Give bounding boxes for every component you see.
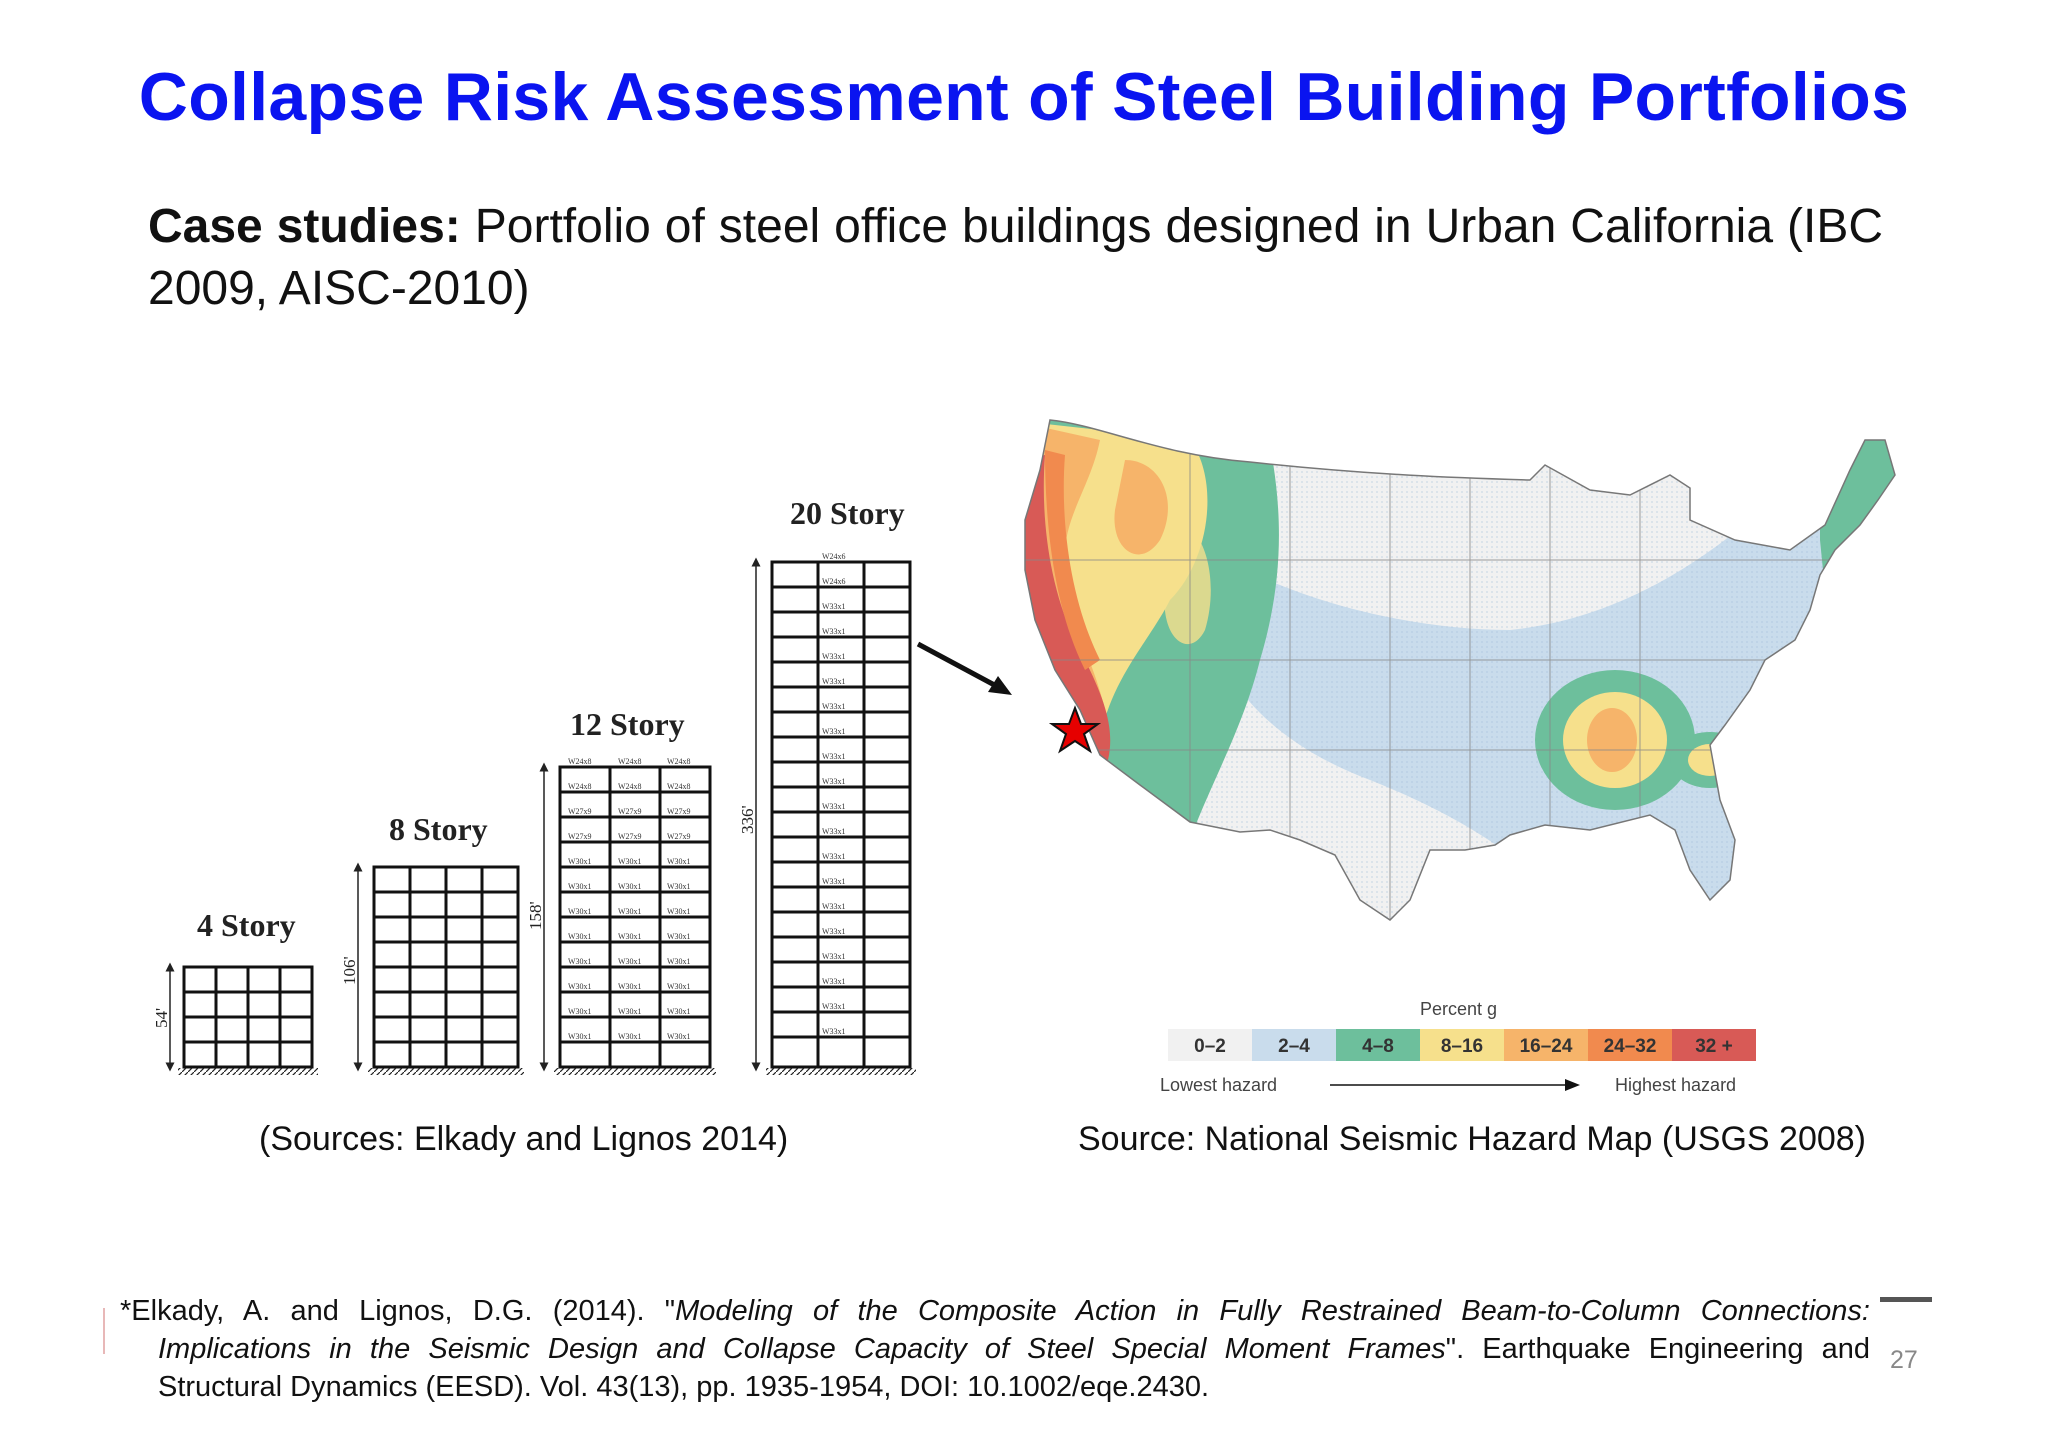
label-8-story: 8 Story xyxy=(389,811,488,847)
section-label: W30x1 xyxy=(618,932,642,941)
section-label: W30x1 xyxy=(618,882,642,891)
section-label: W30x1 xyxy=(568,857,592,866)
section-label: W33x1 xyxy=(822,1027,846,1036)
section-label: W30x1 xyxy=(568,1032,592,1041)
section-label: W30x1 xyxy=(568,982,592,991)
page-number: 27 xyxy=(1890,1346,1918,1374)
section-label: W27x9 xyxy=(618,807,642,816)
reference-line-3: Structural Dynamics (EESD). Vol. 43(13), pp. 1935-1954, DOI: 10.1002/eqe.2430. xyxy=(158,1371,1210,1403)
legend-highest-label: Highest hazard xyxy=(1615,1075,1737,1095)
case-studies-label: Case studies: xyxy=(148,200,461,253)
legend-title: Percent g xyxy=(1420,999,1498,1019)
section-label: W30x1 xyxy=(618,1007,642,1016)
legend-bin-label: 32 + xyxy=(1695,1036,1733,1057)
reference-title-part2: Implications in the Seismic Design and Collapse Capacity of Steel Special Moment Frames xyxy=(158,1333,1446,1365)
section-label: W24x6 xyxy=(822,552,846,561)
slide-title: Collapse Risk Assessment of Steel Building Portfolios xyxy=(138,59,1910,135)
section-label: W33x1 xyxy=(822,727,846,736)
section-label: W30x1 xyxy=(568,907,592,916)
section-label: W33x1 xyxy=(822,652,846,661)
section-label: W30x1 xyxy=(667,1032,691,1041)
section-label: W24x8 xyxy=(667,757,691,766)
section-label: W30x1 xyxy=(618,957,642,966)
reference-journal: ". Earthquake Engineering and xyxy=(1445,1333,1871,1365)
section-label: W24x8 xyxy=(568,757,592,766)
case-studies-body: Portfolio of steel office buildings designed in Urban California (IBC 2009, AISC-2010) xyxy=(148,200,1884,315)
source-left: (Sources: Elkady and Lignos 2014) xyxy=(259,1120,789,1158)
section-label: W33x1 xyxy=(822,802,846,811)
section-label: W30x1 xyxy=(618,907,642,916)
section-label: W30x1 xyxy=(667,857,691,866)
reference-title-part1: Modeling of the Composite Action in Fully Restrained Beam-to-Column Connections: xyxy=(675,1295,1870,1327)
section-label: W33x1 xyxy=(822,877,846,886)
section-label: W33x1 xyxy=(822,977,846,986)
frame-8-story xyxy=(340,811,524,1075)
reference-line-2 xyxy=(120,1330,1870,1368)
section-label: W27x9 xyxy=(618,832,642,841)
legend-arrowhead xyxy=(1565,1079,1580,1091)
section-label: W30x1 xyxy=(667,907,691,916)
building-frames-figure xyxy=(152,490,930,1090)
reference-line-1 xyxy=(120,1292,1870,1330)
section-label: W30x1 xyxy=(667,957,691,966)
section-label: W30x1 xyxy=(667,932,691,941)
section-label: W33x1 xyxy=(822,777,846,786)
reference-authors: *Elkady, A. and Lignos, D.G. (2014). " xyxy=(120,1295,676,1327)
section-label: W27x9 xyxy=(667,807,691,816)
legend-bin-label: 4–8 xyxy=(1362,1036,1394,1057)
section-label: W33x1 xyxy=(822,677,846,686)
section-label: W24x8 xyxy=(667,782,691,791)
section-label: W30x1 xyxy=(667,882,691,891)
section-label: W33x1 xyxy=(822,602,846,611)
legend-lowest-label: Lowest hazard xyxy=(1160,1075,1278,1095)
section-label: W27x9 xyxy=(568,832,592,841)
section-label: W33x1 xyxy=(822,952,846,961)
section-label: W33x1 xyxy=(822,902,846,911)
section-label: W24x8 xyxy=(618,782,642,791)
seismic-hazard-map xyxy=(990,400,1940,960)
section-label: W30x1 xyxy=(618,982,642,991)
section-label: W30x1 xyxy=(618,1032,642,1041)
section-label: W30x1 xyxy=(568,957,592,966)
section-label: W27x9 xyxy=(667,832,691,841)
section-label: W33x1 xyxy=(822,827,846,836)
reference-citation xyxy=(120,1292,1870,1406)
section-label: W24x6 xyxy=(822,577,846,586)
margin-mark xyxy=(103,1308,105,1354)
legend-bin-label: 8–16 xyxy=(1440,1036,1484,1057)
height-8-story: 106' xyxy=(340,956,359,985)
section-label: W33x1 xyxy=(822,927,846,936)
section-label: W30x1 xyxy=(667,1007,691,1016)
section-label: W30x1 xyxy=(618,857,642,866)
legend-bin-label: 24–32 xyxy=(1603,1036,1657,1057)
page-number-bar xyxy=(1880,1297,1932,1302)
section-label: W33x1 xyxy=(822,752,846,761)
legend-bin-label: 0–2 xyxy=(1194,1036,1226,1057)
height-20-story: 336' xyxy=(738,805,757,834)
case-studies-text xyxy=(148,196,1883,320)
label-12-story: 12 Story xyxy=(570,706,685,742)
section-label: W30x1 xyxy=(568,1007,592,1016)
section-label: W33x1 xyxy=(822,852,846,861)
legend-bin-label: 2–4 xyxy=(1278,1036,1310,1057)
label-4-story: 4 Story xyxy=(197,907,296,943)
height-4-story: 54' xyxy=(152,1007,171,1028)
frame-4-story xyxy=(152,907,318,1075)
section-label: W27x9 xyxy=(568,807,592,816)
legend-bin-label: 16–24 xyxy=(1519,1036,1573,1057)
section-label: W33x1 xyxy=(822,702,846,711)
height-12-story: 158' xyxy=(526,901,545,930)
pointer-arrow xyxy=(918,644,1000,688)
section-label: W24x8 xyxy=(568,782,592,791)
source-right: Source: National Seismic Hazard Map (USGS 2008) xyxy=(1078,1120,1866,1158)
label-20-story: 20 Story xyxy=(790,495,905,531)
section-label: W24x8 xyxy=(618,757,642,766)
frame-20-story xyxy=(738,495,916,1075)
section-label: W33x1 xyxy=(822,1002,846,1011)
section-label: W30x1 xyxy=(667,982,691,991)
map-legend xyxy=(1160,995,1780,1105)
section-label: W30x1 xyxy=(568,882,592,891)
frame-12-story xyxy=(526,706,716,1075)
section-label: W33x1 xyxy=(822,627,846,636)
section-label: W30x1 xyxy=(568,932,592,941)
